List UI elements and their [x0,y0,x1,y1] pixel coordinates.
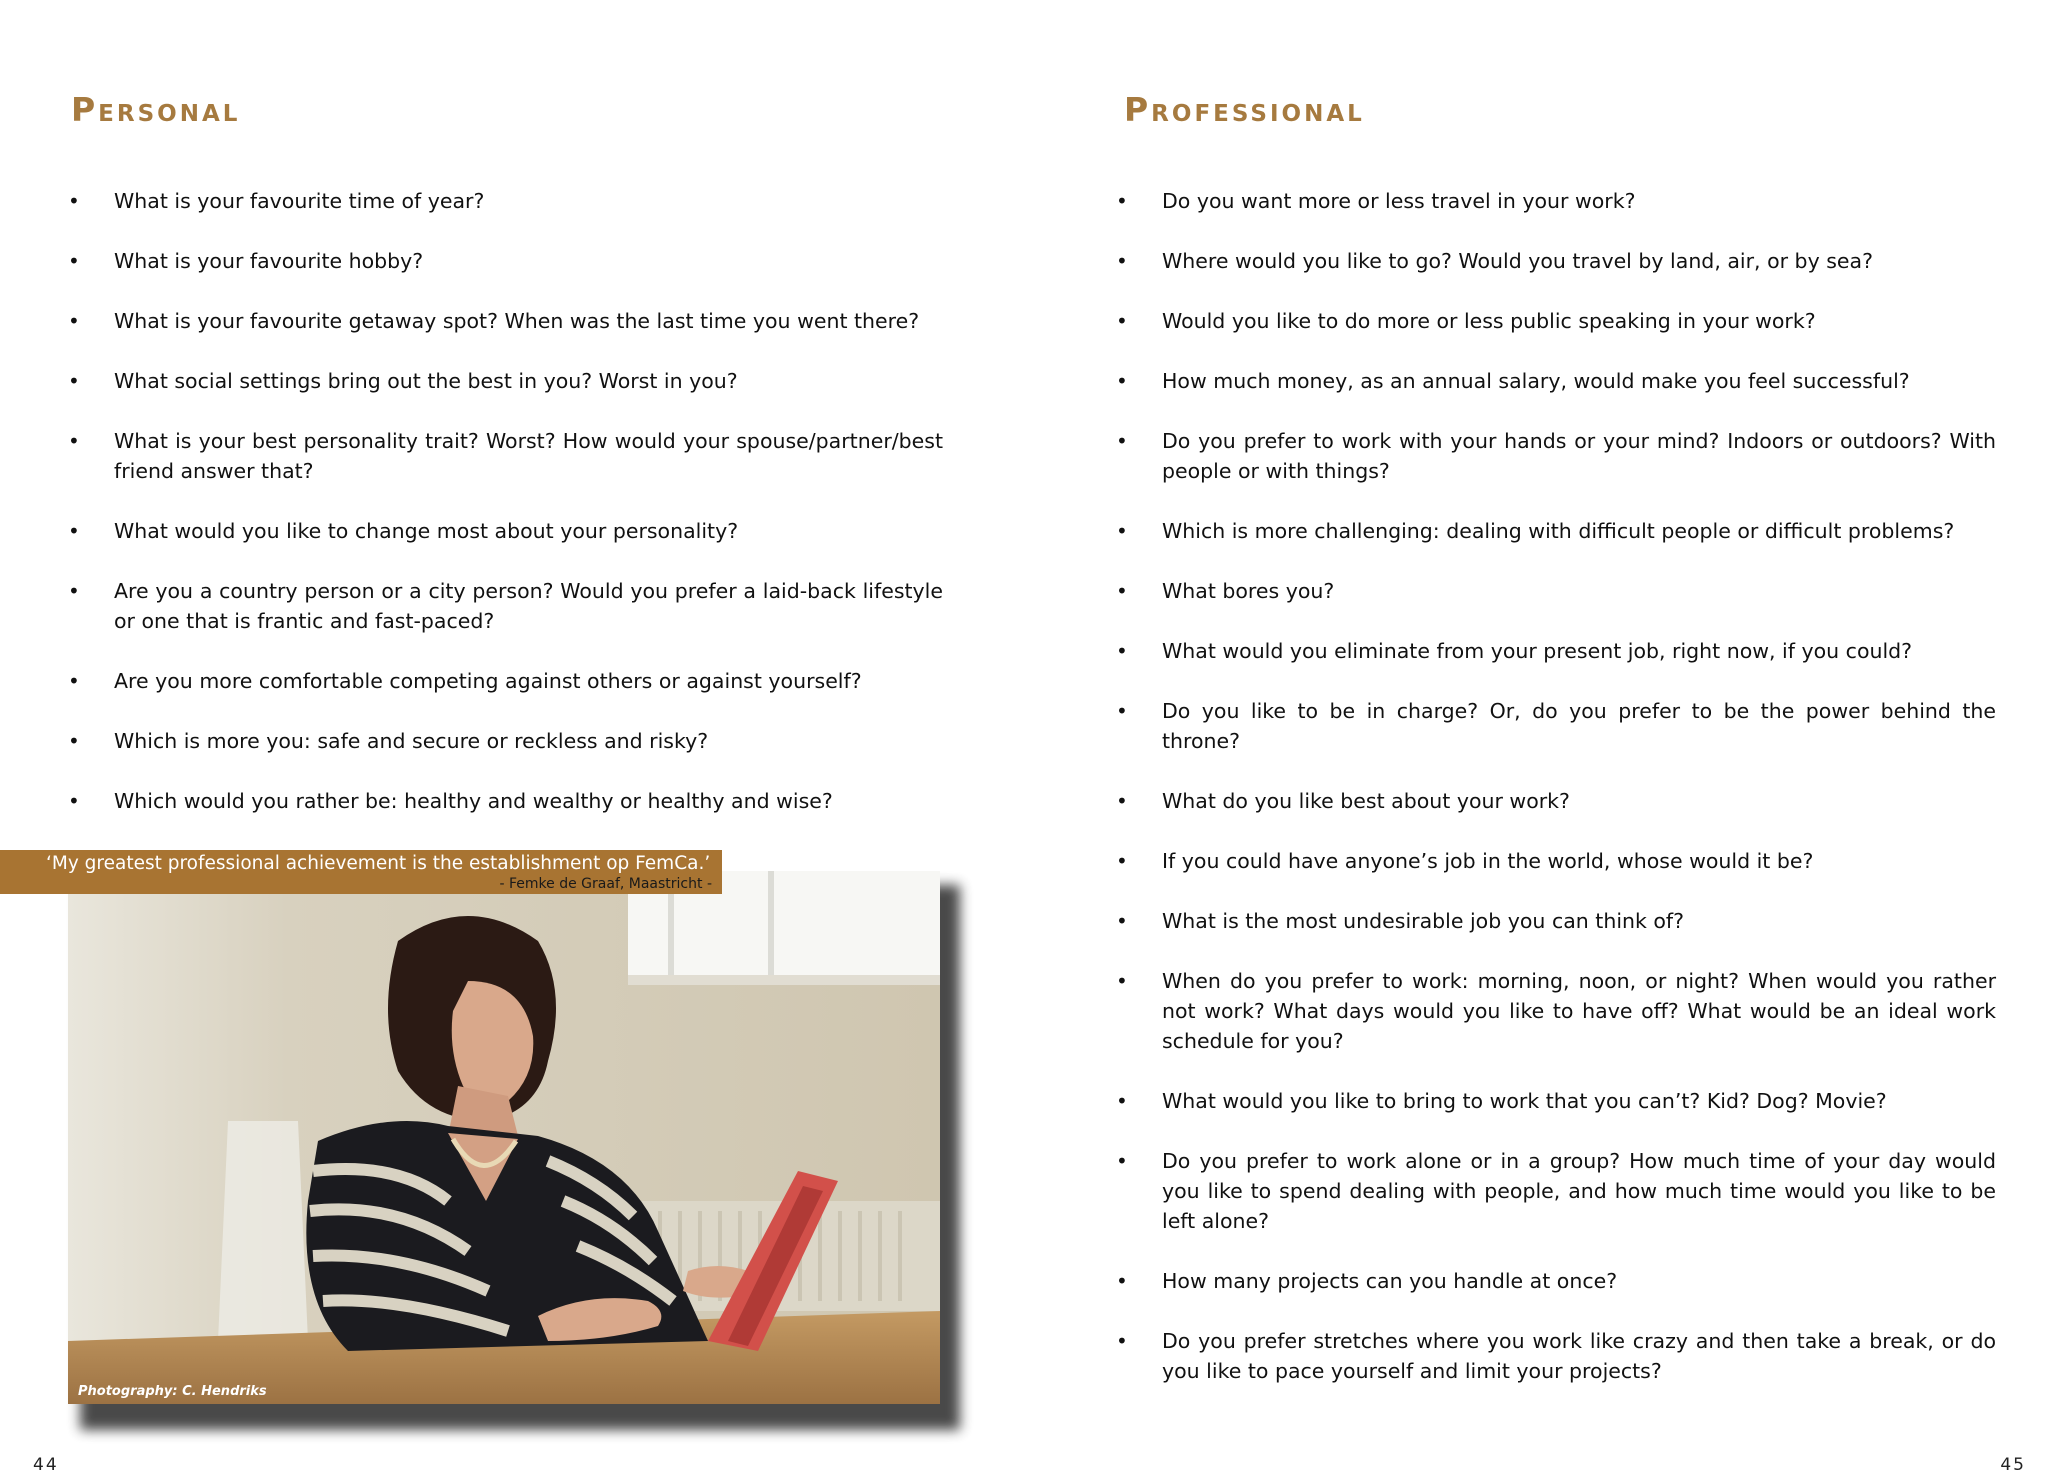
question-item [1116,426,1996,486]
question-item [1116,1266,1996,1296]
bullet-icon: • [1116,1089,1128,1113]
quote-author: - Femke de Graaf, Maastricht - [499,876,712,892]
question-item [1116,516,1996,546]
question-item [1116,576,1996,606]
quote-banner [0,850,722,894]
question-text: When do you prefer to work: morning, noon, or night? When would you rather not work? What days would you like to have off? What would be an ideal work schedule for you? [1162,969,1996,1053]
question-text: What would you like to change most about your personality? [114,519,739,543]
bullet-icon: • [1116,579,1128,603]
question-item [68,246,943,276]
bullet-icon: • [68,669,80,693]
question-item [68,366,943,396]
bullet-icon: • [1116,699,1128,723]
question-item [68,726,943,756]
bullet-icon: • [68,729,80,753]
question-item [68,186,943,216]
question-item [68,426,943,486]
question-text: How much money, as an annual salary, would make you feel successful? [1162,369,1910,393]
question-text: Are you a country person or a city person? Would you prefer a laid-back lifestyle or one that is frantic and fast-paced? [114,579,943,633]
question-text: Are you more comfortable competing against others or against yourself? [114,669,862,693]
question-text: What is your best personality trait? Worst? How would your spouse/partner/best friend answer that? [114,429,943,483]
question-text: Do you prefer to work alone or in a group? How much time of your day would you like to spend dealing with people, and how much time would you like to be left alone? [1162,1149,1996,1233]
question-item [1116,306,1996,336]
bullet-icon: • [1116,789,1128,813]
question-item [1116,366,1996,396]
question-item [1116,846,1996,876]
bullet-icon: • [68,579,80,603]
question-text: What is your favourite time of year? [114,189,485,213]
question-text: Would you like to do more or less public speaking in your work? [1162,309,1816,333]
question-item [1116,696,1996,756]
question-text: Do you like to be in charge? Or, do you prefer to be the power behind the throne? [1162,699,1996,753]
woman-with-tablet-photo [68,871,940,1404]
question-item [1116,186,1996,216]
question-text: Do you prefer to work with your hands or your mind? Indoors or outdoors? With people or with things? [1162,429,1996,483]
question-text: If you could have anyone’s job in the world, whose would it be? [1162,849,1814,873]
question-text: What bores you? [1162,579,1335,603]
bullet-icon: • [1116,189,1128,213]
bullet-icon: • [68,309,80,333]
question-item [1116,1146,1996,1236]
question-item [1116,1326,1996,1386]
bullet-icon: • [68,249,80,273]
question-text: Where would you like to go? Would you travel by land, air, or by sea? [1162,249,1873,273]
question-item [68,666,943,696]
bullet-icon: • [1116,1149,1128,1173]
question-text: What would you eliminate from your present job, right now, if you could? [1162,639,1913,663]
question-item [1116,966,1996,1056]
question-text: What is your favourite getaway spot? When was the last time you went there? [114,309,920,333]
question-text: Do you want more or less travel in your work? [1162,189,1636,213]
question-text: Which is more you: safe and secure or reckless and risky? [114,729,709,753]
question-text: What would you like to bring to work that you can’t? Kid? Dog? Movie? [1162,1089,1887,1113]
bullet-icon: • [68,519,80,543]
page-number-left: 44 [33,1455,59,1475]
quote-text: ‘My greatest professional achievement is the establishment op FemCa.’ [46,853,711,874]
professional-question-list [1116,186,1996,1416]
bullet-icon: • [68,189,80,213]
question-text: What is the most undesirable job you can think of? [1162,909,1685,933]
bullet-icon: • [68,429,80,453]
question-text: How many projects can you handle at once? [1162,1269,1618,1293]
right-page [1024,0,2048,1483]
personal-heading: Personal [71,90,241,129]
question-item [68,576,943,636]
bullet-icon: • [68,789,80,813]
bullet-icon: • [1116,849,1128,873]
question-text: What social settings bring out the best in you? Worst in you? [114,369,738,393]
question-text: What is your favourite hobby? [114,249,424,273]
bullet-icon: • [68,369,80,393]
bullet-icon: • [1116,1269,1128,1293]
bullet-icon: • [1116,309,1128,333]
bullet-icon: • [1116,429,1128,453]
question-text: Which is more challenging: dealing with difficult people or difficult problems? [1162,519,1955,543]
bullet-icon: • [1116,639,1128,663]
bullet-icon: • [1116,909,1128,933]
professional-heading: Professional [1124,90,1365,129]
question-item [68,306,943,336]
personal-question-list [68,186,943,846]
bullet-icon: • [1116,249,1128,273]
question-item [68,786,943,816]
question-item [1116,1086,1996,1116]
photo-credit: Photography: C. Hendriks [78,1384,267,1399]
question-item [68,516,943,546]
question-text: Do you prefer stretches where you work like crazy and then take a break, or do you like to pace yourself and limit your projects? [1162,1329,1996,1383]
bullet-icon: • [1116,1329,1128,1353]
bullet-icon: • [1116,519,1128,543]
page-number-right: 45 [2000,1455,2026,1475]
question-item [1116,786,1996,816]
bullet-icon: • [1116,369,1128,393]
question-text: What do you like best about your work? [1162,789,1570,813]
bullet-icon: • [1116,969,1128,993]
question-item [1116,906,1996,936]
question-item [1116,636,1996,666]
question-text: Which would you rather be: healthy and wealthy or healthy and wise? [114,789,833,813]
question-item [1116,246,1996,276]
